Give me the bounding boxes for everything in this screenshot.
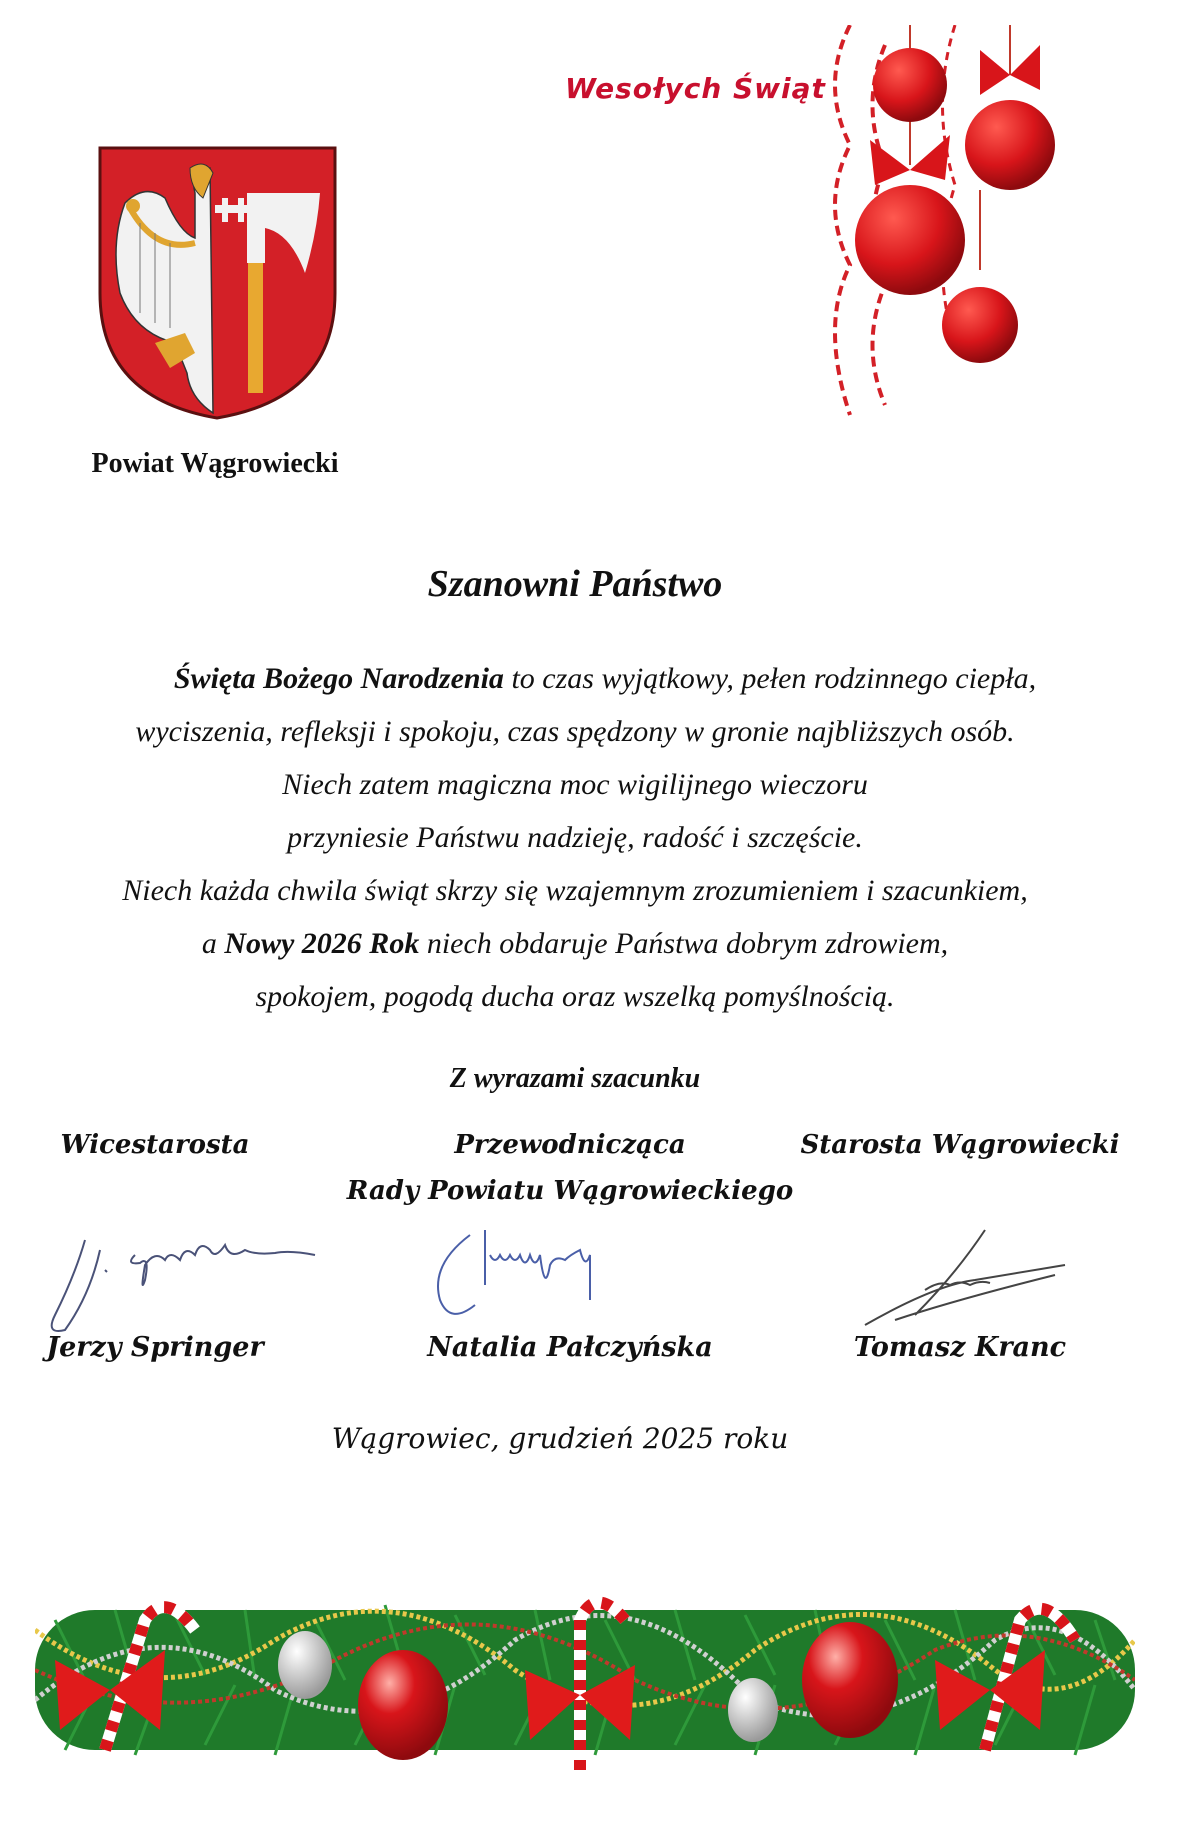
body-line-4: przyniesie Państwu nadzieję, radość i szczęście. (287, 821, 863, 854)
line-prefix: a (201, 927, 225, 960)
line-text: to czas wyjątkowy, pełen rodzinnego ciepła, (503, 662, 1037, 695)
closing-phrase: Z wyrazami szacunku (449, 1063, 701, 1094)
bold-phrase: Nowy 2026 Rok (224, 927, 420, 960)
salutation: Szanowni Państwo (427, 563, 723, 605)
greeting-heading: Wesołych Świąt (565, 72, 826, 105)
signatory-role-1 (40, 1122, 270, 1168)
body-line-1 (0, 652, 1150, 705)
role-title: Przewodnicząca (454, 1130, 686, 1160)
bold-phrase: Święta Bożego Narodzenia (173, 662, 504, 695)
line-text: niech obdaruje Państwa dobrym zdrowiem, (419, 927, 949, 960)
body-line-7: spokojem, pogodą ducha oraz wszelką pomyślnością. (255, 980, 895, 1013)
letter-body (0, 652, 1150, 1023)
christmas-garland-icon (35, 1580, 1135, 1780)
signatory-role-3 (790, 1122, 1130, 1168)
signatory-name-3: Tomasz Kranc (853, 1332, 1067, 1363)
signature-natalia-palczynska-icon (430, 1225, 670, 1345)
role-subtitle: Rady Powiatu Wągrowieckiego (346, 1176, 794, 1206)
body-line-3: Niech zatem magiczna moc wigilijnego wieczoru (282, 768, 868, 801)
signature-jerzy-springer-icon (45, 1225, 345, 1345)
signatory-role-2 (330, 1122, 810, 1214)
role-title: Wicestarosta (60, 1130, 250, 1160)
coat-of-arms-icon (95, 143, 340, 423)
body-line-2: wyciszenia, refleksji i spokoju, czas spędzony w gronie najbliższych osób. (135, 715, 1015, 748)
organization-name: Powiat Wągrowiecki (91, 448, 339, 479)
place-and-date: Wągrowiec, grudzień 2025 roku (331, 1422, 789, 1455)
body-line-6 (0, 917, 1150, 970)
role-title: Starosta Wągrowiecki (800, 1130, 1120, 1160)
signatory-name-2: Natalia Pałczyńska (427, 1332, 713, 1363)
body-line-5: Niech każda chwila świąt skrzy się wzajemnym zrozumieniem i szacunkiem, (122, 874, 1028, 907)
signatory-name-1: Jerzy Springer (46, 1332, 264, 1363)
christmas-baubles-icon (830, 25, 1090, 425)
signature-tomasz-kranc-icon (855, 1225, 1085, 1345)
